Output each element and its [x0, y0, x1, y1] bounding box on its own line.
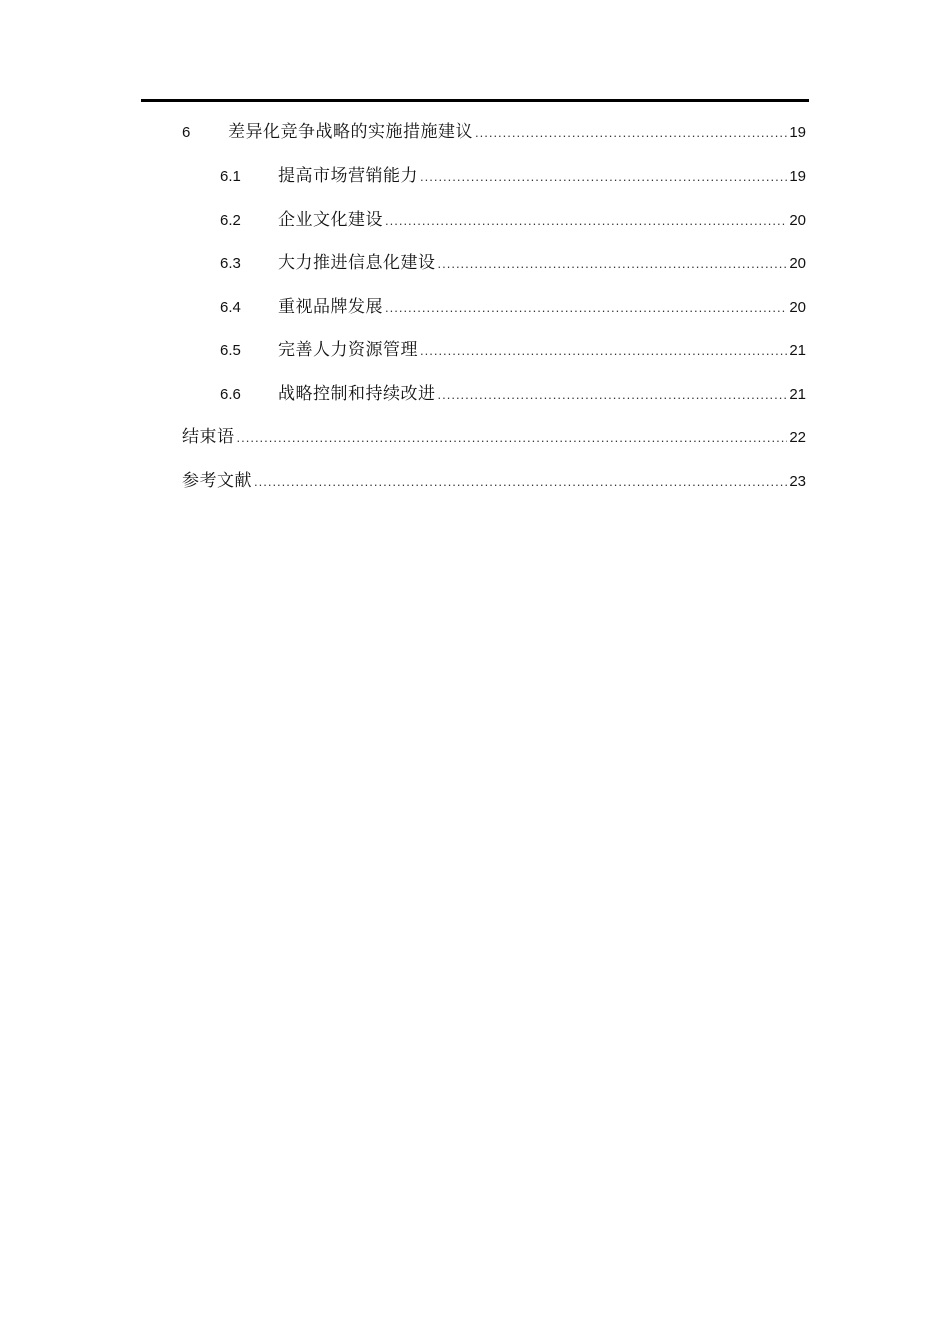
dot-leader — [420, 165, 787, 189]
toc-entry-title: 重视品牌发展 — [278, 297, 383, 317]
toc-entry-number: 6 — [182, 124, 191, 141]
toc-entry-title: 提高市场营销能力 — [278, 166, 418, 186]
toc-entry-number: 6.3 — [220, 255, 241, 272]
toc-entry-6-5[interactable] — [220, 338, 806, 362]
toc-entry-number: 6.1 — [220, 168, 241, 185]
toc-entry-title: 大力推进信息化建设 — [278, 253, 436, 273]
toc-entry-page: 20 — [789, 299, 806, 316]
toc-entry-page: 19 — [789, 124, 806, 141]
toc-entry-number: 6.6 — [220, 386, 241, 403]
toc-entry-6-2[interactable] — [220, 208, 806, 232]
toc-entry-references[interactable] — [182, 469, 806, 493]
toc-entry-page: 21 — [789, 386, 806, 403]
dot-leader — [438, 252, 788, 276]
toc-entry-page: 20 — [789, 212, 806, 229]
dot-leader — [438, 383, 788, 407]
toc-entry-title: 企业文化建设 — [278, 210, 383, 230]
toc-entry-6-4[interactable] — [220, 295, 806, 319]
toc-entry-6-6[interactable] — [220, 382, 806, 406]
toc-entry-page: 20 — [789, 255, 806, 272]
dot-leader — [475, 121, 787, 145]
toc-entry-page: 23 — [789, 473, 806, 490]
toc-entry-page: 22 — [789, 429, 806, 446]
toc-entry-number: 6.2 — [220, 212, 241, 229]
dot-leader — [254, 470, 787, 494]
toc-entry-6-1[interactable] — [220, 164, 806, 188]
toc-entry-title: 战略控制和持续改进 — [278, 384, 436, 404]
toc-entry-title: 差异化竞争战略的实施措施建议 — [228, 122, 473, 142]
toc-entry-6[interactable] — [182, 120, 806, 144]
toc-entry-title: 结束语 — [182, 427, 235, 447]
toc-entry-title: 参考文献 — [182, 471, 252, 491]
toc-entry-page: 21 — [789, 342, 806, 359]
toc-entry-title: 完善人力资源管理 — [278, 340, 418, 360]
dot-leader — [385, 296, 787, 320]
dot-leader — [237, 426, 788, 450]
toc-entry-6-3[interactable] — [220, 251, 806, 275]
dot-leader — [420, 339, 787, 363]
header-rule — [141, 99, 809, 102]
toc-entry-number: 6.5 — [220, 342, 241, 359]
toc-entry-number: 6.4 — [220, 299, 241, 316]
toc-entry-conclusion[interactable] — [182, 425, 806, 449]
dot-leader — [385, 209, 787, 233]
toc-entry-page: 19 — [789, 168, 806, 185]
